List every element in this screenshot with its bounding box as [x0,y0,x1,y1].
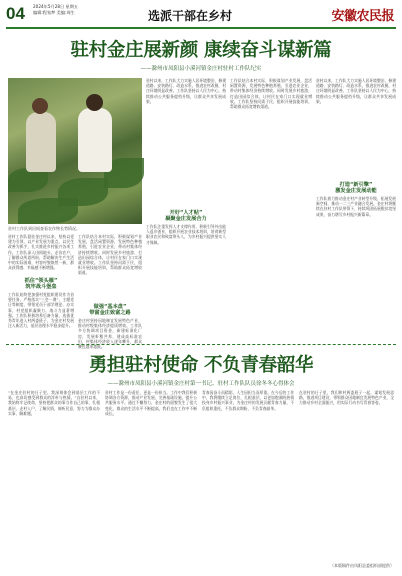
story2-headline: 勇担驻村使命 不负青春韶华 [88,355,314,376]
story1-body-c: 工作队注重发挥人才支撑作用，积极引导外出能人返乡创业，组织开展农业技术培训，培育新型职业农民和致富带头人，为乡村振兴提供坚实人才保障。 [146,224,226,245]
page-number: 04 [6,4,25,23]
story1-body-mid: 工作队结合本村实际，积极谋划产业发展，盘活闲置资源，发展特色种植养殖，引进农业企业，带动村集体经济持续增收。同时发展乡村旅游，打造田园综合体，让村民在家门口实现就业增收。工作队坚持问需于民，组织开展技能培训，帮助群众拓宽增收渠道。 [78,234,142,276]
editor-credit: 编辑:程家梦 美编:周生 [33,10,75,15]
story1-body-col5: 驻村以来，工作队大力实施人居环境整治，修建道路、安装路灯、改造水系，推进农村改厕，村庄环境明显改善。工作队坚持以人民为中心，持续推动公共服务提档升级，让群众共享发展成果。 [316,78,396,104]
story1-body-left: 驻村工作队派驻金庄村以来，坚持以党建为引领，以产业发展为重点，以民生改善为抓手，扎实推进乡村振兴各项工作。工作队深入田间地头，走访农户，了解群众所思所盼，帮助解决生产生活中的实际困难，村容村貌焕然一新，群众获得感、幸福感不断增强。 [8,234,74,271]
story1-subheadline: ——滁州市凤阳县小溪河镇金庄村驻村工作队纪实 [140,66,262,72]
story1-subhead-d: 打造“新引擎” 激发金庄发展动能 [335,182,377,195]
story-divider [6,344,396,346]
story2-body-col3: 青春因奋斗而精彩，人生因担当而厚重。在今后的工作中，我将继续立足岗位，扎根基层，以更加饱满的热情投身乡村振兴事业，为金庄村的发展贡献青春力量，不负组织重托，不负群众期盼，不负青春韶华。 [202,390,294,411]
page-meta [33,4,103,16]
story1-headline: 驻村金庄展新颜 康续奋斗谋新篇 [70,40,332,61]
story2-body-col2: 驻村工作是一份责任，更是一份担当。工作中我们积极协调各方资源，推动产业发展，完善基础设施，提升公共服务水平。通过不懈努力，金庄村的面貌发生了很大变化，群众的生活水平不断提高，我们也在工作中不断成长。 [105,390,197,416]
story1-body-d: 工作队着力推动金庄村产业转型升级，拓展发展新空间，推动一二三产业融合发展。金庄村将继续在驻村工作队带领下，持续巩固拓展脱贫攻坚成果，奋力谱写乡村振兴新篇章。 [316,196,396,217]
page-header [6,3,396,29]
photo-caption: 驻村工作队到田间查看农作物长势情况。 [8,226,80,231]
story1-subhead-b: 做强“基本盘” 带富金庄致富之路 [89,304,131,317]
story2-body-col1: “在金庄驻村的日子里，我深刻体会到基层工作的不易，也真切感受到群众的淳朴与热情。”自驻村以来，我始终牢记使命，坚持把群众的事当作自己的事，扎根基层，走村入户，了解民情，倾听民意，努力为群众办实事、解难题。 [8,390,100,416]
newspaper-logo: 安徽农民报 [331,9,394,24]
story1-body-b: 金庄村坚持因地制宜发展特色产业，推动村级集体经济提质增效。工作队多方协调项目资金，新建标准化厂房，发展虾稻共养，建成高标准农田，村集体经济收入逐年攀升，群众腰包越来越鼓。 [78,318,142,350]
story1-body-a: 工作队始终把加强村党组织建设作为首要任务，严格落实“三会一课”、主题党日等制度，带领党员干部学理论、办实事，村党组织凝聚力、战斗力显著增强。工作队积极培养后备力量，选拔优秀青年进入村两委班子，为金庄村发展注入新活力，基层治理水平稳步提升。 [8,292,74,329]
story1-subhead-a: 抓住“领头雁” 筑牢战斗堡垒 [24,278,58,291]
story1-body-col3: 驻村以来，工作队大力实施人居环境整治，修建道路、安装路灯、改造水系，推进农村改厕，村庄环境明显改善。工作队坚持以人民为中心，持续推动公共服务提档升级，让群众共享发展成果。 [146,78,226,104]
story2-body-col4: 在驻村的日子里，我们和村两委班子一起，谋划发展思路，推进项目建设，带领群众因地制宜发展特色产业，全力推动乡村全面振兴，用实际行动书写青春答卷。 [299,390,394,406]
story1-body-col4: 工作队结合本村实际，积极谋划产业发展，盘活闲置资源，发展特色种植养殖，引进农业企业，带动村集体经济持续增收。同时发展乡村旅游，打造田园综合体，让村民在家门口实现就业增收。工作队坚持问需于民，组织开展技能培训，帮助群众拓宽增收渠道。 [230,78,312,110]
story2-subheadline: ——滁州市凤阳县小溪河镇金庄村第一书记、驻村工作队队员徐冬冬心得体会 [107,381,295,387]
story1-subhead-c: 开好“人才帖” 凝聚金庄发展合力 [165,210,207,223]
section-title: 选派干部在乡村 [148,9,233,23]
story1-photo [8,78,142,224]
source-note: （本版稿件由凤阳县委组织部提供） [330,563,394,568]
issue-date: 2024年5月28日 星期五 [33,4,79,9]
